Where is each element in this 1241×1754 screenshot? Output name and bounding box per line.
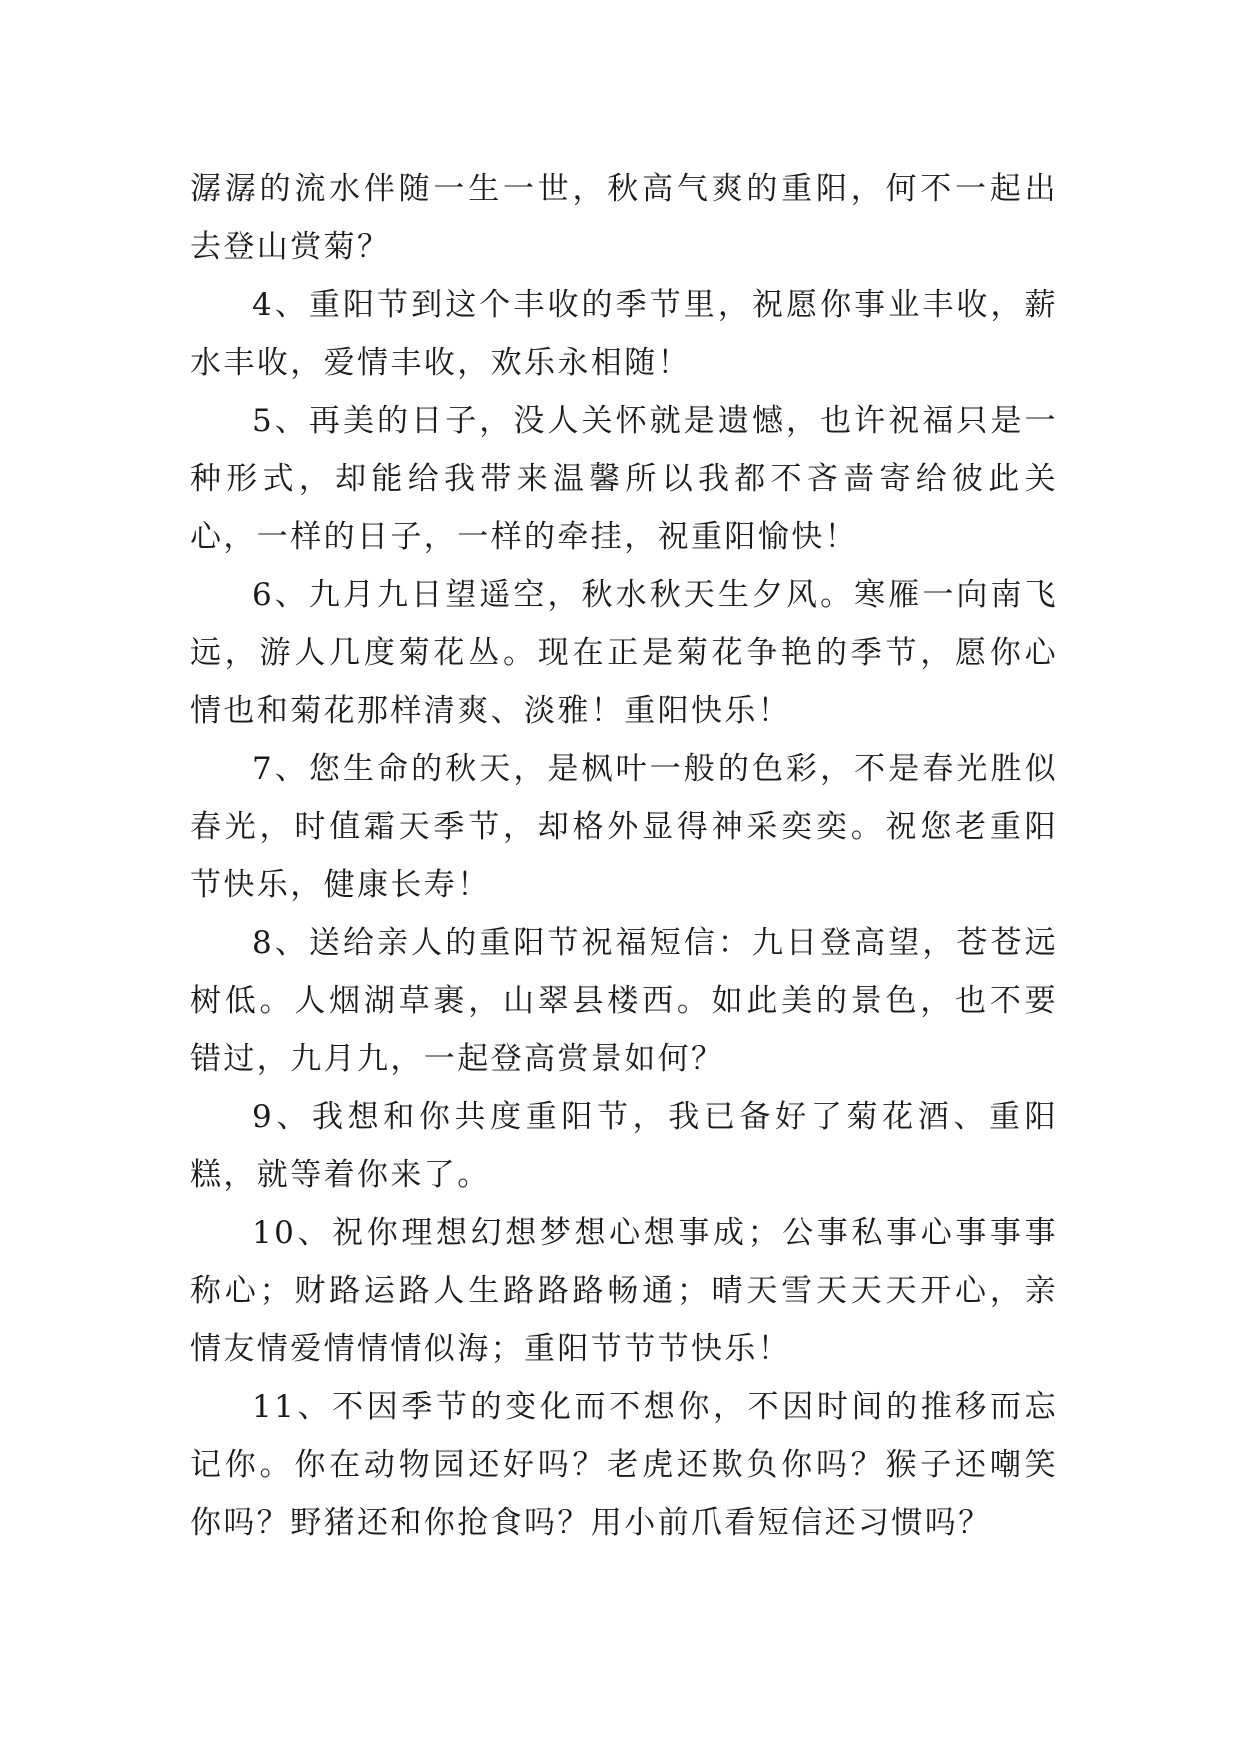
paragraph-item-11: 11、不因季节的变化而不想你，不因时间的推移而忘记你。你在动物园还好吗？老虎还欺负你吗？猴子还嘲笑你吗？野猪还和你抢食吗？用小前爪看短信还习惯吗？ <box>190 1389 1058 1541</box>
paragraph-item-6: 6、九月九日望遥空，秋水秋天生夕风。寒雁一向南飞远，游人几度菊花丛。现在正是菊花争艳的季节，愿你心情也和菊花那样清爽、淡雅！重阳快乐！ <box>190 577 1058 729</box>
paragraph-item-5: 5、再美的日子，没人关怀就是遗憾，也许祝福只是一种形式，却能给我带来温馨所以我都不吝啬寄给彼此关心，一样的日子，一样的牵挂，祝重阳愉快！ <box>190 403 1058 555</box>
paragraph-item-4: 4、重阳节到这个丰收的季节里，祝愿你事业丰收，薪水丰收，爱情丰收，欢乐永相随！ <box>190 287 1058 381</box>
paragraph-continuation: 潺潺的流水伴随一生一世，秋高气爽的重阳，何不一起出去登山赏菊？ <box>190 171 1058 265</box>
paragraph-item-7: 7、您生命的秋天，是枫叶一般的色彩，不是春光胜似春光，时值霜天季节，却格外显得神采奕奕。祝您老重阳节快乐，健康长寿！ <box>190 751 1058 903</box>
paragraph-item-9: 9、我想和你共度重阳节，我已备好了菊花酒、重阳糕，就等着你来了。 <box>190 1099 1058 1193</box>
paragraph-item-10: 10、祝你理想幻想梦想心想事成；公事私事心事事事称心；财路运路人生路路路畅通；晴天雪天天天开心，亲情友情爱情情情似海；重阳节节节快乐！ <box>190 1215 1058 1367</box>
paragraph-item-8: 8、送给亲人的重阳节祝福短信：九日登高望，苍苍远树低。人烟湖草裹，山翠县楼西。如此美的景色，也不要错过，九月九，一起登高赏景如何？ <box>190 925 1058 1077</box>
document-body <box>190 160 1058 1552</box>
